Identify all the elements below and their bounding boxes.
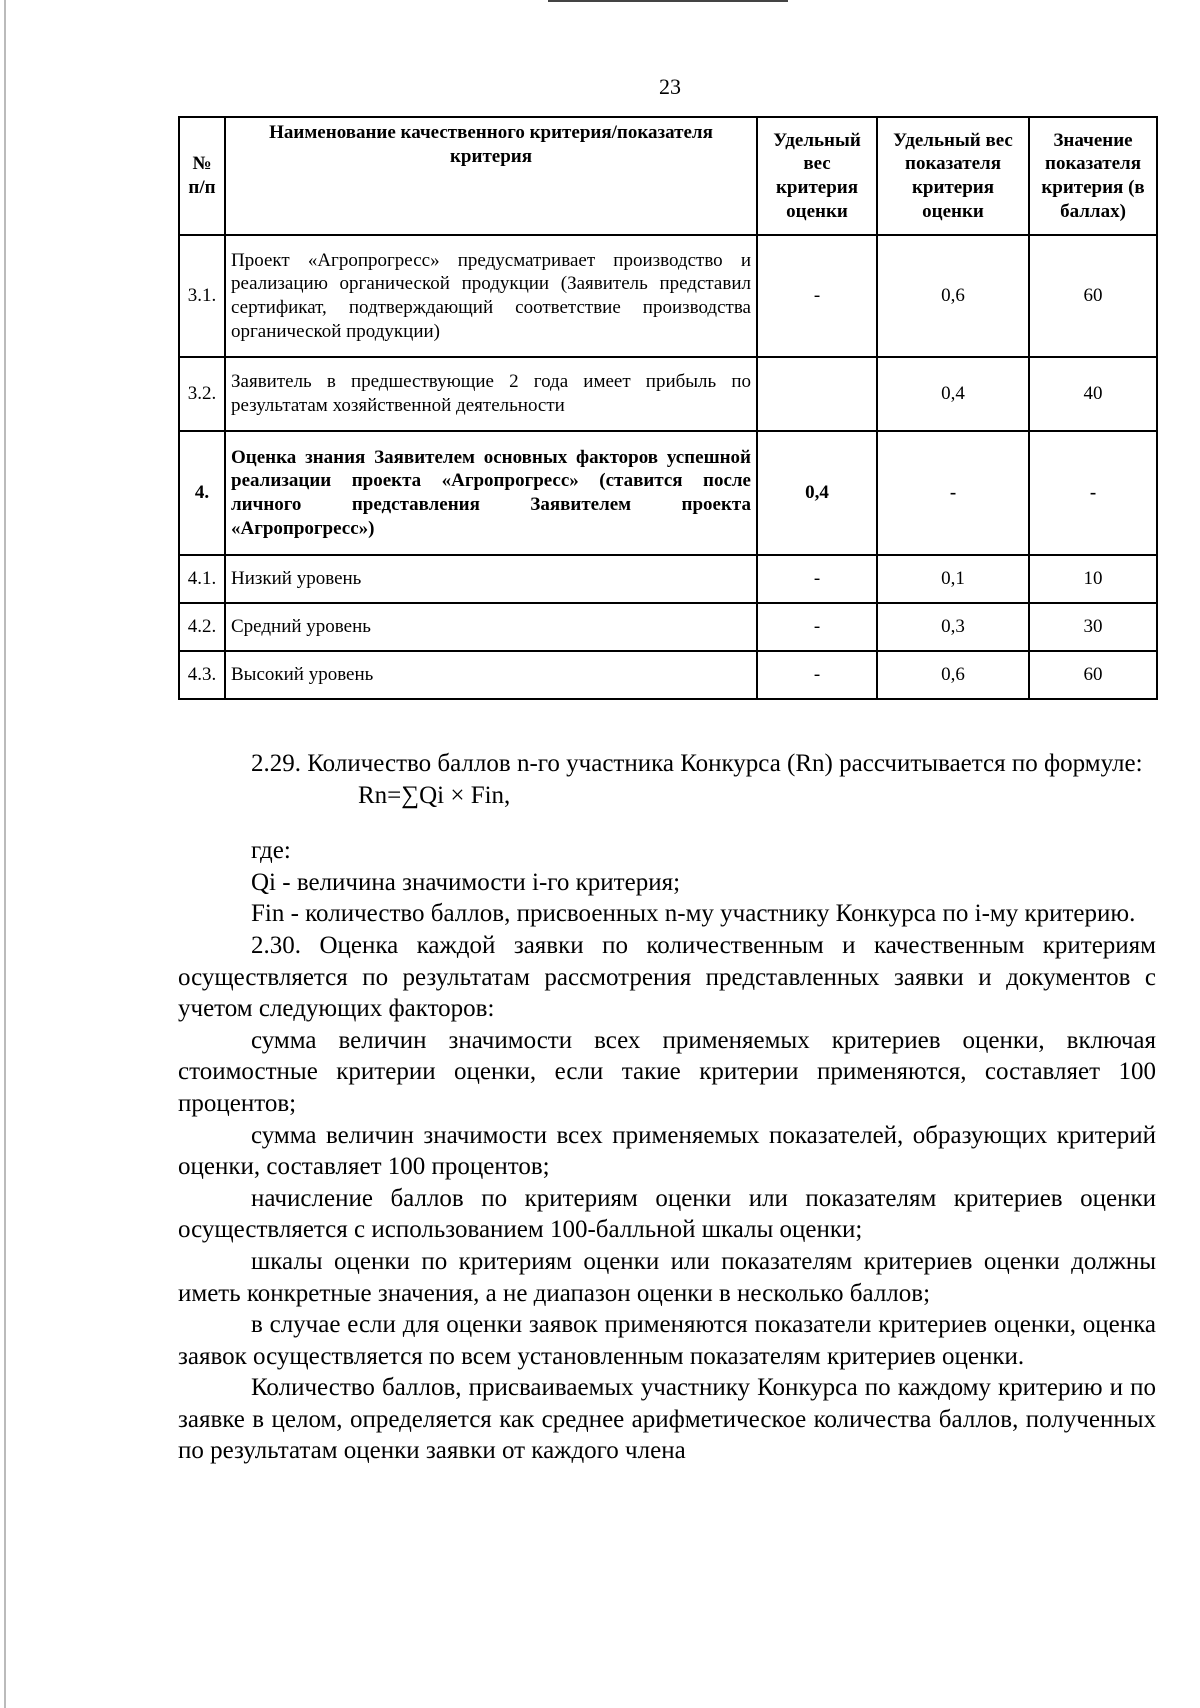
- row-indicator-weight: 0,4: [877, 357, 1029, 431]
- row-indicator-weight: 0,6: [877, 235, 1029, 357]
- table-row: [179, 651, 1157, 699]
- row-criterion-weight: -: [757, 603, 877, 651]
- page-number: 23: [659, 74, 681, 99]
- definition-qi: Qi - величина значимости i-го критерия;: [251, 868, 681, 896]
- row-score: 10: [1029, 555, 1157, 603]
- row-num: 3.1.: [179, 235, 225, 357]
- row-num: 4.: [179, 431, 225, 555]
- header-criterion-weight: Удельный вес критерия оценки: [757, 117, 877, 235]
- row-indicator-weight: 0,3: [877, 603, 1029, 651]
- row-name: Проект «Агропрогресс» предусматривает производство и реализацию органической продукции (Заявитель представил сертификат, подтверждающий соответствие производства органической продукции): [225, 235, 757, 357]
- row-num: 4.3.: [179, 651, 225, 699]
- table-row: [179, 555, 1157, 603]
- row-criterion-weight: [757, 357, 877, 431]
- row-num: 3.2.: [179, 357, 225, 431]
- row-num: 4.1.: [179, 555, 225, 603]
- row-indicator-weight: -: [877, 431, 1029, 555]
- header-name: Наименование качественного критерия/показателя критерия: [225, 117, 757, 235]
- factor-item: шкалы оценки по критериям оценки или показателям критериев оценки должны иметь конкретные значения, а не диапазон оценки в несколько баллов;: [178, 1247, 1156, 1307]
- paragraph-2-30: 2.30. Оценка каждой заявки по количественным и качественным критериям осуществляется по результатам рассмотрения представленных заявки и документов с учетом следующих факторов:: [178, 931, 1156, 1023]
- row-score: 60: [1029, 651, 1157, 699]
- row-criterion-weight: -: [757, 651, 877, 699]
- criteria-table: [178, 116, 1158, 700]
- row-indicator-weight: 0,1: [877, 555, 1029, 603]
- row-name: Средний уровень: [225, 603, 757, 651]
- factor-item: начисление баллов по критериям оценки или показателям критериев оценки осуществляется с использованием 100-балльной шкалы оценки;: [178, 1184, 1156, 1244]
- table-row: [179, 235, 1157, 357]
- row-score: 30: [1029, 603, 1157, 651]
- header-num: № п/п: [179, 117, 225, 235]
- table-header-row: [179, 117, 1157, 235]
- table-row: [179, 431, 1157, 555]
- row-criterion-weight: 0,4: [757, 431, 877, 555]
- row-score: 40: [1029, 357, 1157, 431]
- header-score: Значение показателя критерия (в баллах): [1029, 117, 1157, 235]
- factor-item: сумма величин значимости всех применяемых показателей, образующих критерий оценки, составляет 100 процентов;: [178, 1121, 1156, 1181]
- row-indicator-weight: 0,6: [877, 651, 1029, 699]
- formula: Rn=∑Qi × Fin,: [358, 781, 511, 809]
- row-name: Оценка знания Заявителем основных факторов успешной реализации проекта «Агропрогресс» (ставится после личного представления Заявителем проекта «Агропрогресс»): [225, 431, 757, 555]
- page-edge: [4, 0, 6, 1708]
- table-row: [179, 357, 1157, 431]
- definition-fin: Fin - количество баллов, присвоенных n-му участнику Конкурса по i-му критерию.: [251, 900, 1136, 928]
- paragraph-2-29: 2.29. Количество баллов n-го участника Конкурса (Rn) рассчитывается по формуле:: [251, 750, 1143, 777]
- row-score: 60: [1029, 235, 1157, 357]
- body-text: [178, 748, 1156, 1467]
- spacer: [178, 811, 1156, 835]
- row-name: Низкий уровень: [225, 555, 757, 603]
- paragraph-final: Количество баллов, присваиваемых участнику Конкурса по каждому критерию и по заявке в целом, определяется как среднее арифметическое количества баллов, полученных по результатам оценки заявки от каждого члена: [178, 1374, 1156, 1465]
- row-name: Высокий уровень: [225, 651, 757, 699]
- factor-item: сумма величин значимости всех применяемых критериев оценки, включая стоимостные критерии оценки, если такие критерии применяются, составляет 100 процентов;: [178, 1026, 1156, 1117]
- row-criterion-weight: -: [757, 235, 877, 357]
- row-num: 4.2.: [179, 603, 225, 651]
- row-criterion-weight: -: [757, 555, 877, 603]
- top-rule: [548, 0, 788, 2]
- row-score: -: [1029, 431, 1157, 555]
- factor-item: в случае если для оценки заявок применяются показатели критериев оценки, оценка заявок осуществляется по всем установленным показателям критериев оценки.: [178, 1311, 1156, 1370]
- row-name: Заявитель в предшествующие 2 года имеет прибыль по результатам хозяйственной деятельности: [225, 357, 757, 431]
- where-label: где:: [251, 837, 291, 865]
- header-indicator-weight: Удельный вес показателя критерия оценки: [877, 117, 1029, 235]
- table-row: [179, 603, 1157, 651]
